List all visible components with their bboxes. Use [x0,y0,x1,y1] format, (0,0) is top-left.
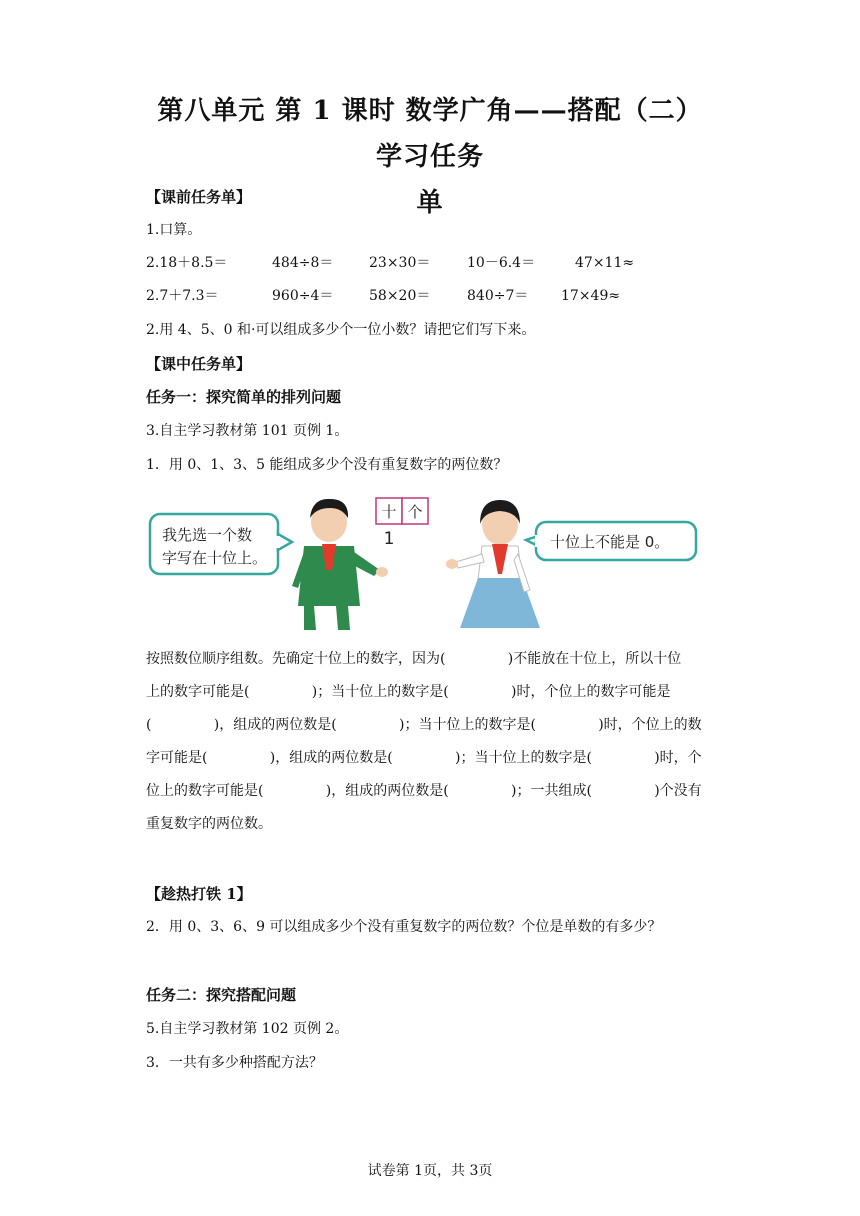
practice-question: 2．用 0、3、6、9 可以组成多少个没有重复数字的两位数？个位是单数的有多少？ [146,919,662,935]
paragraph-line: 上的数字可能是( )；当十位上的数字是( )时，个位上的数字可能是 [146,684,671,700]
question-2: 2.用 4、5、0 和·可以组成多少个一位小数？请把它们写下来。 [146,322,536,338]
table-header-tens: 十 [381,503,397,521]
boy-bubble-line-1: 我先选一个数 [162,526,253,544]
calc-item: 17×49≈ [561,288,621,304]
paragraph-line: 按照数位顺序组数。先确定十位上的数字，因为( )不能放在十位上，所以十位 [146,651,682,667]
question-5: 5.自主学习教材第 102 页例 2。 [146,1021,349,1037]
task-2-title: 任务二：探究搭配问题 [146,986,297,1004]
girl-speech-bubble [526,522,696,560]
page-footer: 试卷第 1页，共 3页 [367,1163,493,1179]
title-line-1: 第八单元 第 1 课时 数学广角——搭配（二） 学习任务 [157,96,703,172]
paragraph-line: 重复数字的两位数。 [146,816,272,832]
in-task-heading: 【课中任务单】 [146,355,252,373]
question-1: 1.口算。 [146,222,202,238]
pre-task-heading: 【课前任务单】 [146,188,252,206]
title-line-2: 单 [416,188,444,218]
calc-item: 840÷7＝ [467,288,529,304]
question-3-1: 1．用 0、1、3、5 能组成多少个没有重复数字的两位数？ [146,457,508,473]
boy-speech-bubble [150,514,292,574]
table-header-ones: 个 [407,503,423,521]
paragraph-line: 位上的数字可能是( )，组成的两位数是( )；一共组成( )个没有 [146,783,702,799]
girl-figure [446,500,540,628]
example-illustration [146,494,716,630]
calc-item: 2.7＋7.3＝ [146,288,219,304]
place-value-table [376,498,428,549]
calc-item: 484÷8＝ [272,255,334,271]
fill-in-paragraph [146,643,716,841]
girl-bubble-text: 十位上不能是 0。 [550,533,670,551]
question-5-1: 3．一共有多少种搭配方法？ [146,1055,323,1071]
boy-figure [292,499,388,630]
task-1-title: 任务一：探究简单的排列问题 [146,388,342,406]
calc-item: 47×11≈ [575,255,635,271]
paragraph-line: ( )，组成的两位数是( )；当十位上的数字是( )时，个位上的数 [146,717,702,733]
question-3: 3.自主学习教材第 101 页例 1。 [146,423,349,439]
paragraph-line: 字可能是( )，组成的两位数是( )；当十位上的数字是( )时，个 [146,750,702,766]
calc-item: 23×30＝ [369,255,431,271]
calc-item: 960÷4＝ [272,288,334,304]
calc-item: 10－6.4＝ [467,255,536,271]
calc-item: 2.18＋8.5＝ [146,255,228,271]
boy-bubble-line-2: 字写在十位上。 [162,549,268,567]
calc-item: 58×20＝ [369,288,431,304]
practice-heading: 【趁热打铁 1】 [146,885,252,903]
table-digit: 1 [383,529,395,549]
